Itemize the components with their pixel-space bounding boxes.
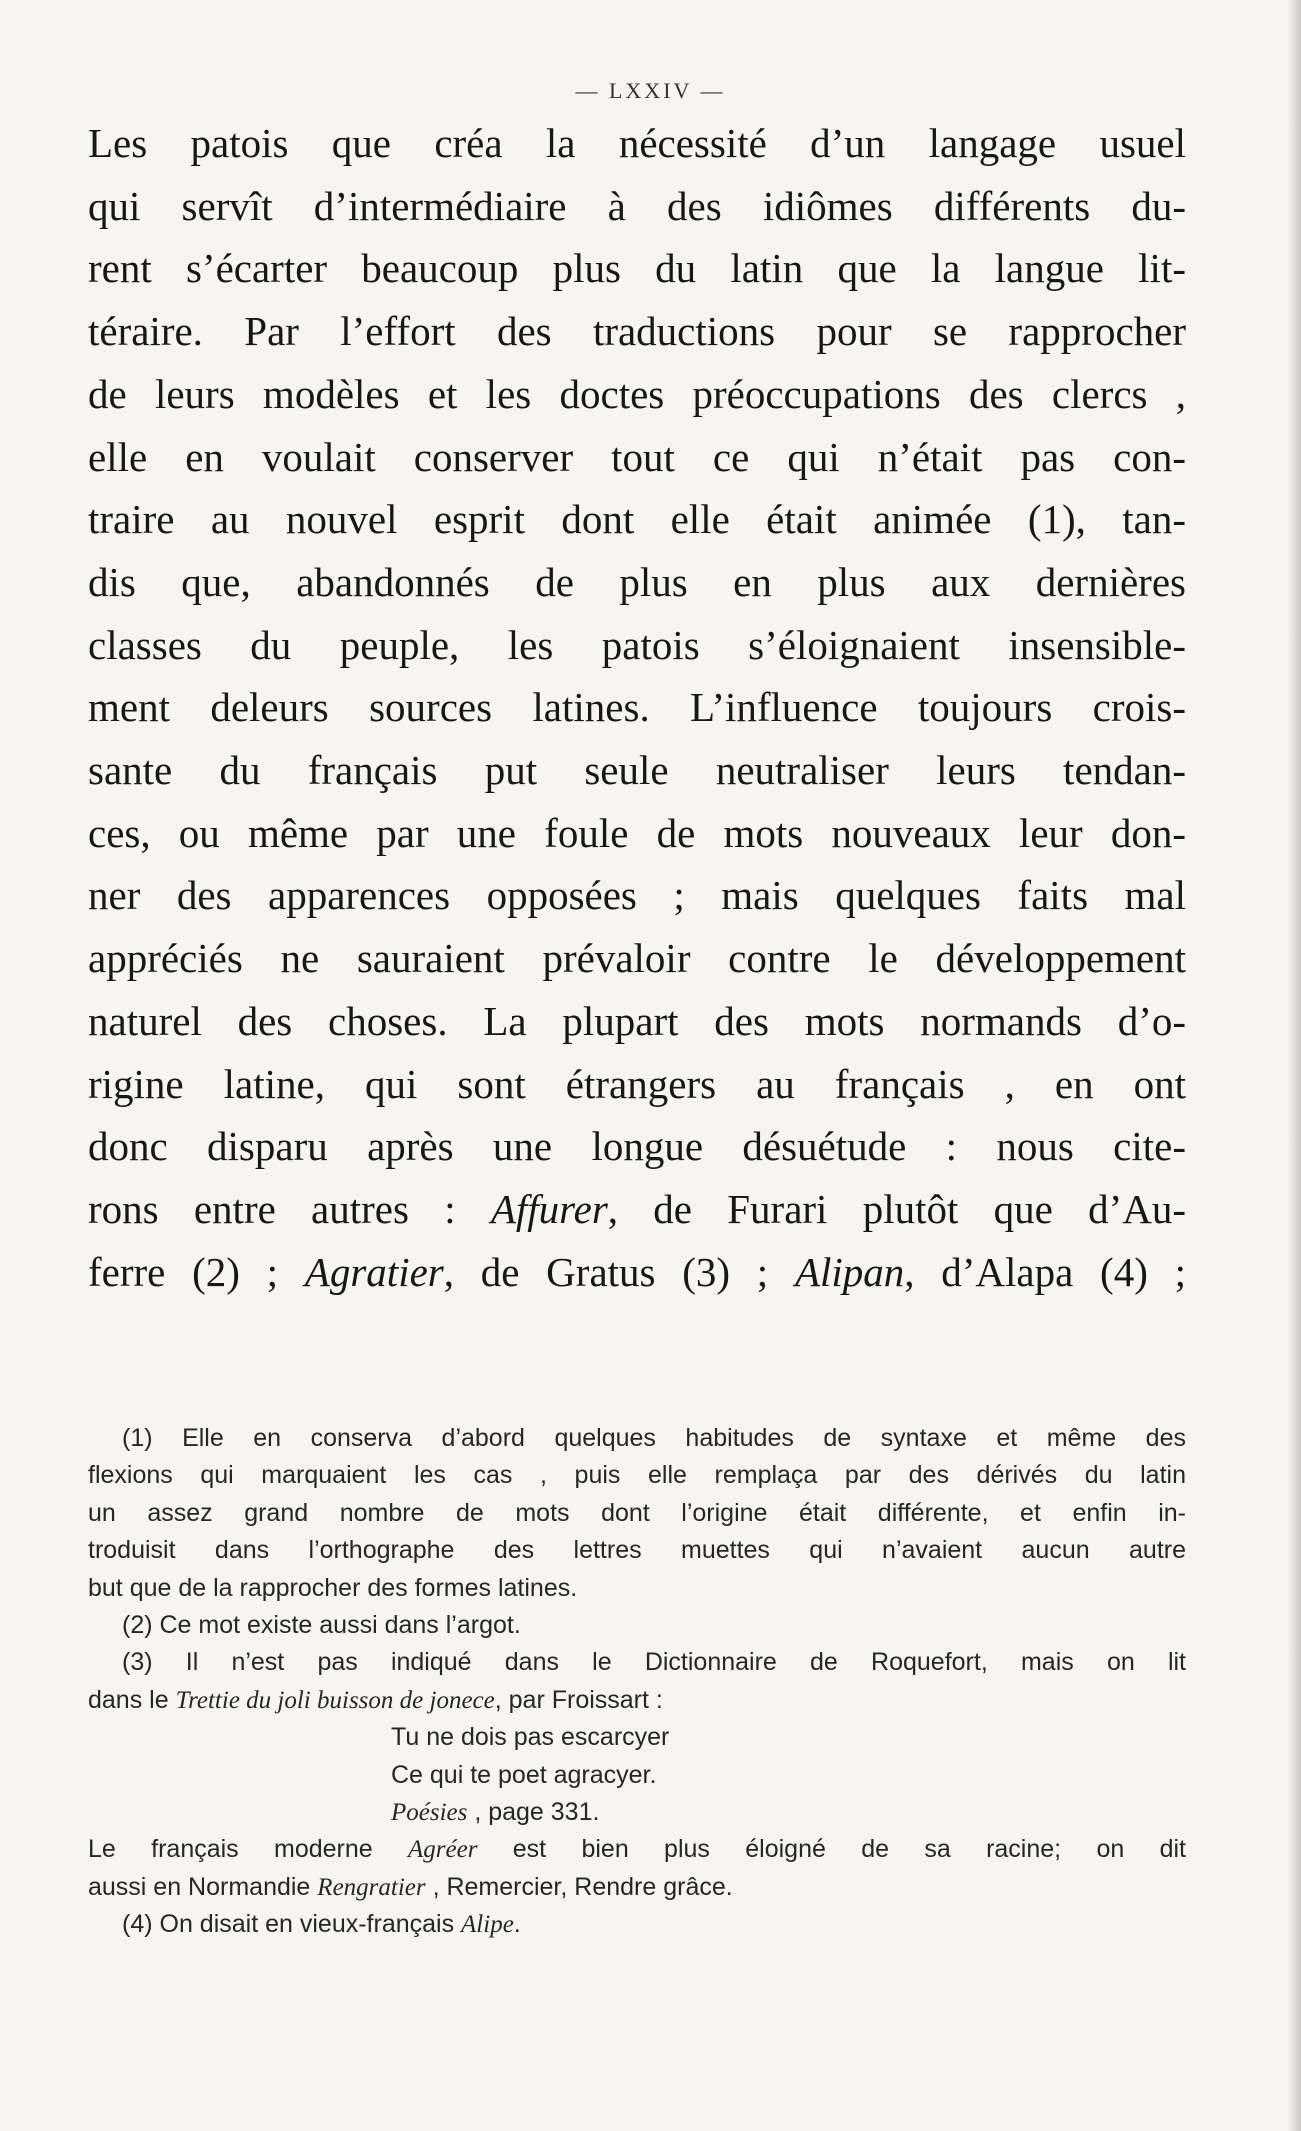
italic-title: Trettie du joli buisson de jonece (175, 1686, 495, 1714)
text-run: Les patois que créa la nécessité d’un langage usuel (88, 120, 1186, 166)
text-line (88, 1115, 1186, 1178)
text-line (88, 175, 1186, 238)
footnote-line (88, 1495, 1186, 1532)
text-run: qui servît d’intermédiaire à des idiômes différents du- (88, 182, 1186, 229)
verse-line (88, 1794, 1186, 1831)
text-run: flexions qui marquaient les cas , puis elle remplaça par des dérivés du latin (88, 1461, 1186, 1490)
text-run: sante du français put seule neutraliser leurs tendan- (88, 747, 1186, 794)
footnote-line (88, 1570, 1186, 1607)
text-run: téraire. Par l’effort des traductions pour se rapprocher (88, 308, 1186, 355)
text-run: classes du peuple, les patois s’éloignaient insensible- (88, 621, 1186, 668)
footnote-line (88, 1906, 1186, 1943)
text-run: , page 331. (467, 1798, 600, 1827)
footnotes (88, 1420, 1186, 1944)
text-run: un assez grand nombre de mots dont l’origine était différente, et enfin in- (88, 1498, 1186, 1527)
text-run: Tu ne dois pas escarcyer (391, 1723, 670, 1752)
text-run: dis que, abandonnés de plus en plus aux dernières (88, 558, 1186, 605)
text-run: rent s’écarter beaucoup plus du latin que la langue lit- (88, 245, 1186, 292)
text-run: elle en voulait conserver tout ce qui n’était pas con- (88, 433, 1186, 480)
text-line (88, 488, 1186, 551)
page-number: — LXXIV — (575, 78, 726, 103)
text-run: est bien plus éloigné de sa racine; on dit (477, 1835, 1186, 1864)
text-line (88, 112, 1186, 175)
text-line (88, 426, 1186, 489)
text-line (88, 300, 1186, 363)
text-run: traire au nouvel esprit dont elle était animée (1), tan- (88, 496, 1186, 543)
italic-term: Agratier (304, 1248, 444, 1295)
verse-line (88, 1757, 1186, 1794)
text-run: ner des apparences opposées ; mais quelques faits mal (88, 872, 1186, 919)
text-run: , par Froissart : (494, 1685, 663, 1714)
italic-term: Affurer (490, 1185, 608, 1232)
text-line (88, 237, 1186, 300)
text-line (88, 927, 1186, 990)
text-line (88, 739, 1186, 802)
italic-title: Rengratier (317, 1873, 426, 1901)
text-run: , de Furari plutôt que d’Au- (607, 1185, 1186, 1232)
main-text (88, 112, 1186, 1303)
text-line (88, 614, 1186, 677)
footnote-line (88, 1420, 1186, 1457)
footnote-line (88, 1532, 1186, 1569)
page-edge-shadow (1287, 0, 1301, 2131)
text-run: (2) Ce mot existe aussi dans l’argot. (122, 1611, 521, 1640)
text-run: troduisit dans l’orthographe des lettres muettes qui n’avaient aucun autre (88, 1536, 1186, 1565)
text-run: (1) Elle en conserva d’abord quelques habitudes de syntaxe et même des (122, 1424, 1186, 1452)
text-line (88, 676, 1186, 739)
text-run: de leurs modèles et les doctes préoccupations des clercs , (88, 370, 1186, 417)
text-run: ces, ou même par une foule de mots nouveaux leur don- (88, 809, 1186, 856)
footnote-line (88, 1607, 1186, 1644)
text-run: (4) On disait en vieux-français (122, 1910, 462, 1939)
text-run: dans le (88, 1685, 176, 1714)
text-run: . (513, 1910, 521, 1939)
text-line (88, 363, 1186, 426)
footnote-line (88, 1831, 1186, 1868)
text-run: appréciés ne sauraient prévaloir contre le développement (88, 935, 1186, 982)
text-run: aussi en Normandie (88, 1872, 318, 1901)
text-run: , d’Alapa (4) ; (904, 1248, 1187, 1295)
text-run: , Remercier, Rendre grâce. (425, 1872, 733, 1901)
text-line (88, 1241, 1186, 1304)
italic-title: Poésies (391, 1799, 468, 1827)
text-line (88, 1053, 1186, 1116)
text-run: Le français moderne (88, 1835, 409, 1864)
verse-line (88, 1719, 1186, 1756)
text-run: rons entre autres : (88, 1185, 491, 1232)
text-line (88, 1178, 1186, 1241)
text-run: naturel des choses. La plupart des mots normands d’o- (88, 997, 1186, 1044)
text-line (88, 802, 1186, 865)
text-line (88, 551, 1186, 614)
italic-title: Agréer (408, 1836, 478, 1864)
text-run: , de Gratus (3) ; (443, 1248, 795, 1295)
italic-term: Alipan (794, 1248, 905, 1295)
text-run: (3) Il n’est pas indiqué dans le Dictionnaire de Roquefort, mais on lit (122, 1648, 1186, 1677)
text-line (88, 864, 1186, 927)
text-run: rigine latine, qui sont étrangers au français , en ont (88, 1060, 1186, 1107)
footnote-line (88, 1869, 1186, 1906)
footnote-line (88, 1644, 1186, 1681)
text-line (88, 990, 1186, 1053)
text-run: ferre (2) ; (88, 1248, 305, 1295)
footnote-line (88, 1682, 1186, 1719)
text-run: but que de la rapprocher des formes latines. (88, 1573, 578, 1602)
text-run: donc disparu après une longue désuétude : nous cite- (88, 1123, 1186, 1170)
italic-title: Alipe (461, 1911, 514, 1939)
text-run: Ce qui te poet agracyer. (391, 1760, 657, 1789)
footnote-line (88, 1457, 1186, 1494)
text-run: ment deleurs sources latines. L’influence toujours crois- (88, 684, 1186, 731)
